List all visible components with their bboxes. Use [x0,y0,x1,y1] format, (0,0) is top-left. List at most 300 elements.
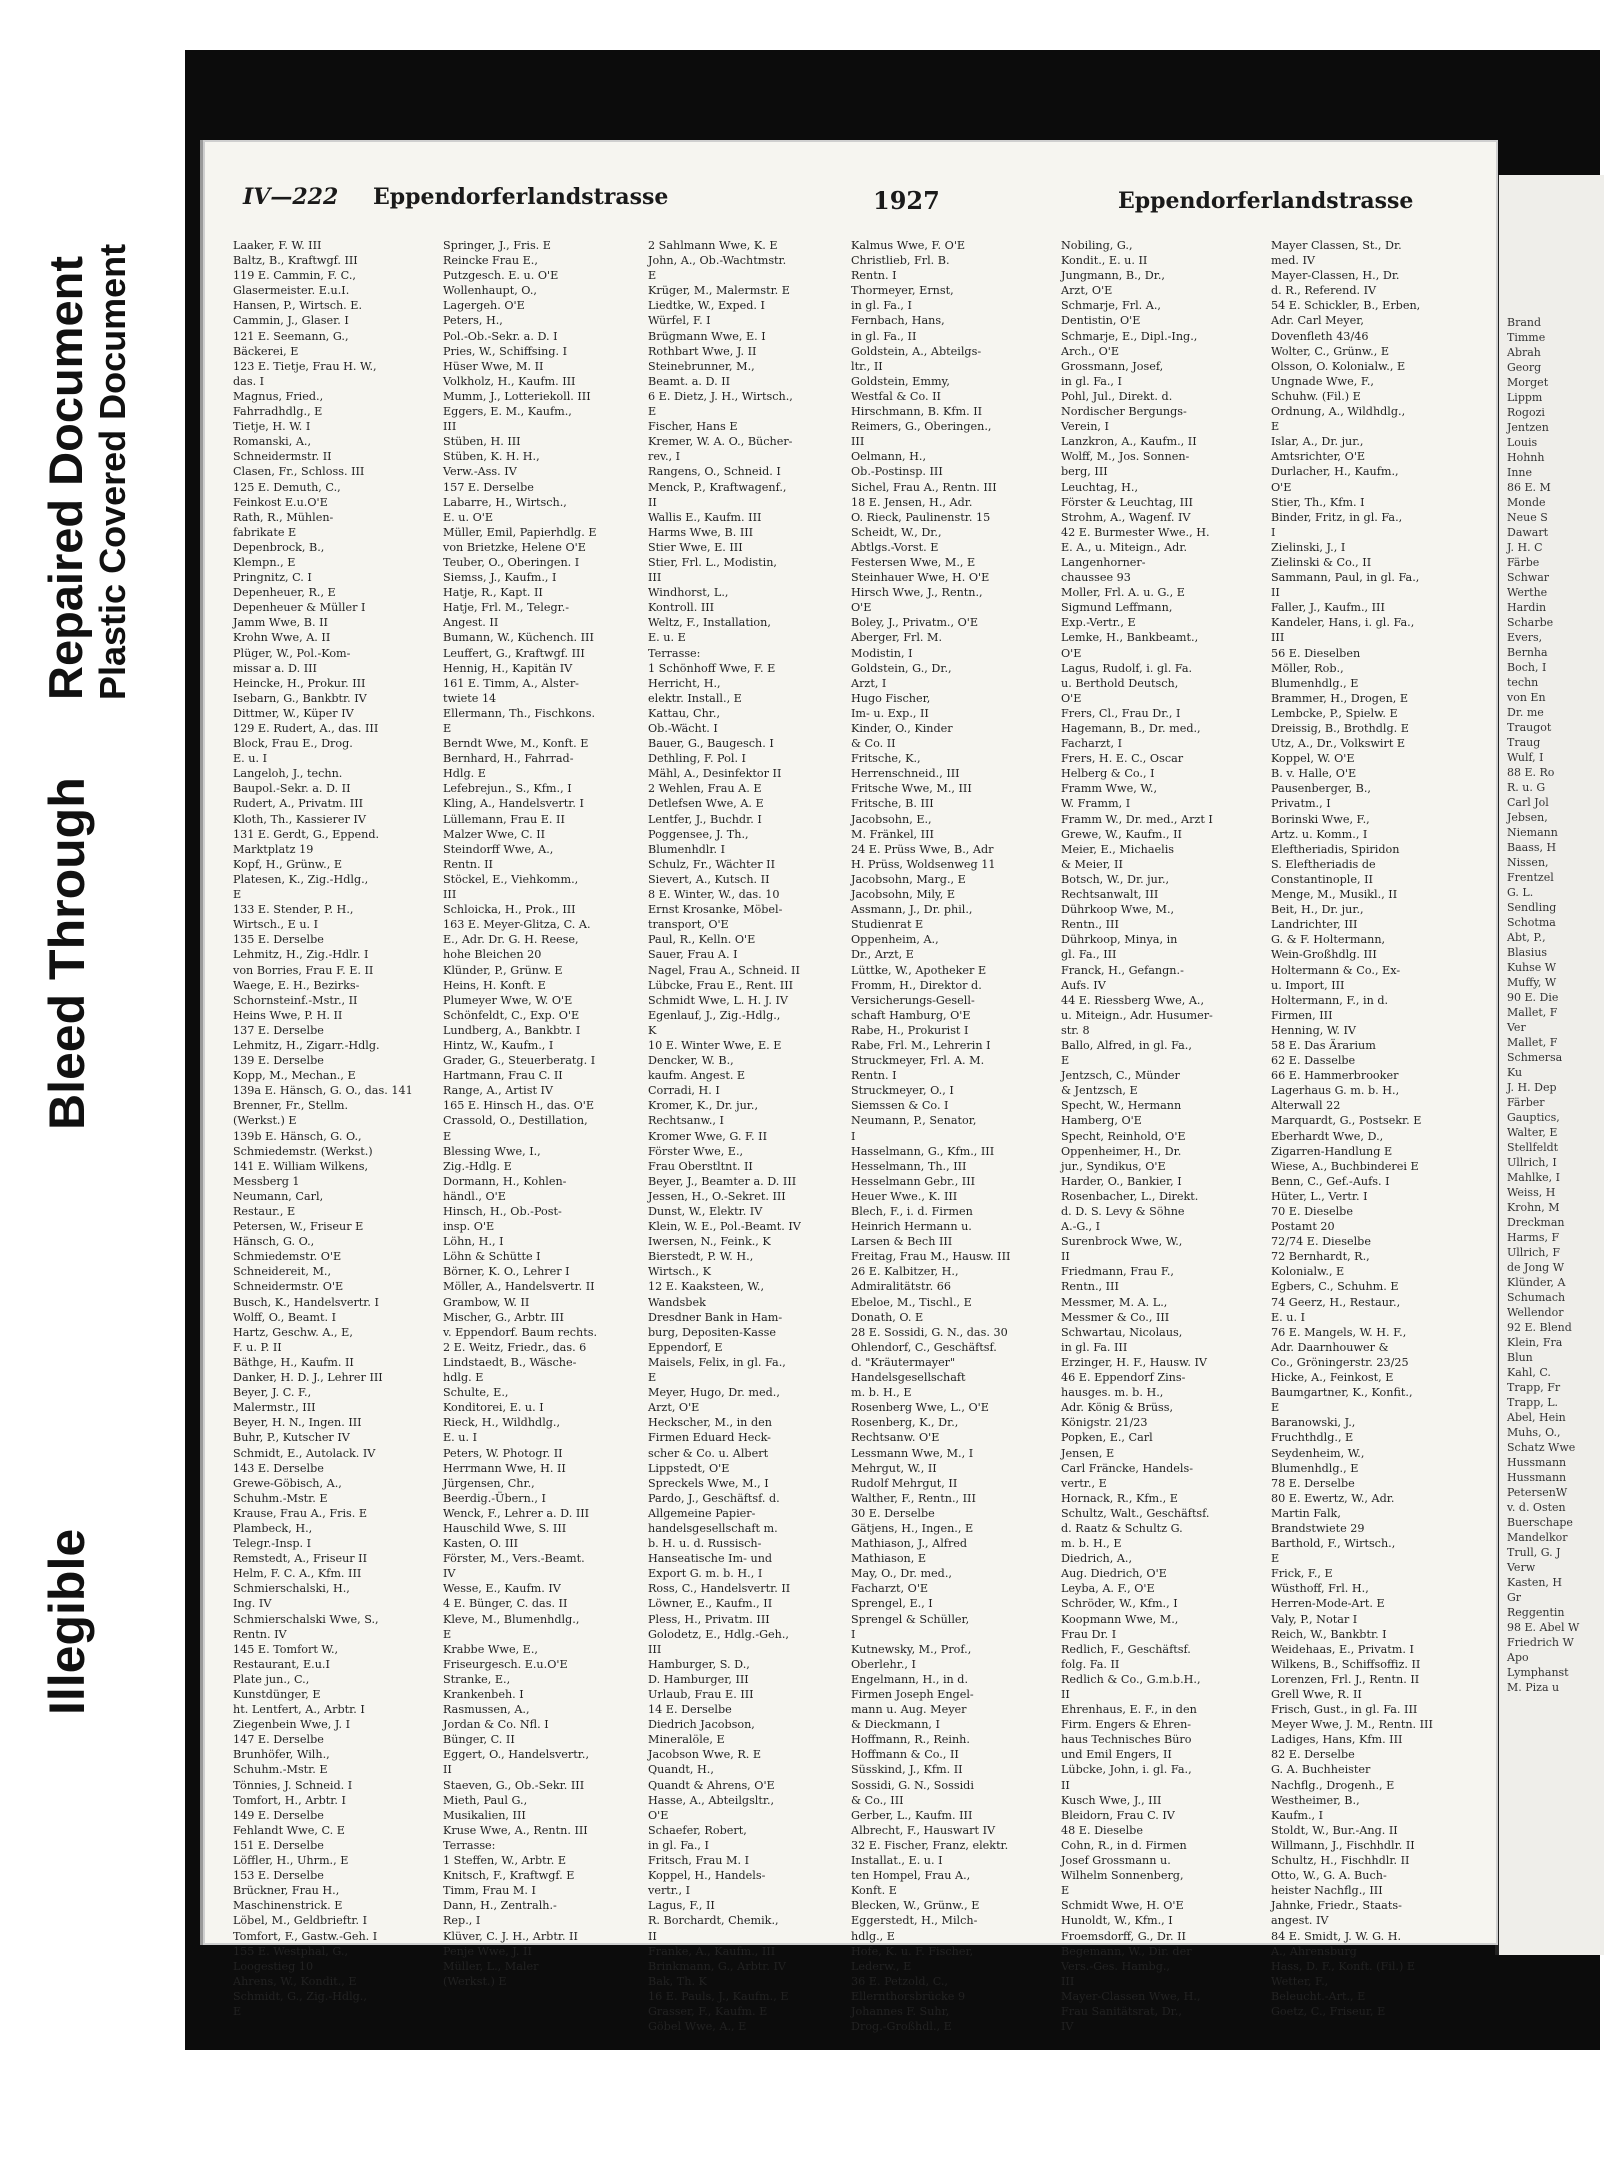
directory-entry-line: Restaur., E [233,1205,296,1218]
directory-entry-line: Steinhauer Wwe, H. O'E [851,571,990,585]
directory-entry-line: Wilkens, B., Schiffsoffiz. II [1271,1657,1421,1671]
directory-entry-line: Steinebrunner, M., [648,359,755,373]
directory-entry-line: Sievert, A., Kutsch. II [648,872,770,886]
directory-entry-line: Brügmann Wwe, E. I [648,329,766,343]
directory-entry-line: Blumenhdlg., E [1271,1461,1359,1475]
directory-entry-line: Eppendorf, E [648,1340,723,1354]
directory-entry-line: Magnus, Fried., [233,389,324,403]
directory-entry-line: ltr., II [851,359,883,373]
directory-entry-line: Admiralitätstr. 66 [851,1280,951,1294]
directory-entry-line: Cohn, R., in d. Firmen [1061,1838,1187,1852]
directory-entry-line: Plüger, W., Pol.-Kom- [233,646,351,660]
directory-entry-line: Schmarje, E., Dipl.-Ing., [1061,329,1198,343]
directory-entry-line: Kandeler, Hans, i. gl. Fa., [1271,616,1415,630]
directory-entry-line: m. b. H., E [851,1386,912,1400]
directory-entry-line: Konft. E [851,1884,897,1898]
directory-entry-line: Botsch, W., Dr. jur., [1061,872,1170,886]
directory-entry-line: Hüser Wwe, M. II [443,359,544,373]
directory-entry-line: F. u. P. II [233,1340,282,1354]
directory-entry-line: Beyer, H. N., Ingen. III [233,1416,362,1430]
directory-entry-line: Schönfeldt, C., Exp. O'E [443,1008,580,1022]
directory-entry-line: Seydenheim, W., [1271,1446,1365,1460]
directory-entry-line: Penje Wwe, J. II [443,1944,532,1958]
directory-entry-line: chaussee 93 [1061,571,1131,585]
directory-entry-line: 133 E. Stender, P. H., [233,903,354,917]
directory-entry-line: Rentn., III [1061,1280,1119,1294]
directory-entry-line: Albrecht, F., Hauswart IV [851,1823,996,1837]
edge-entry-line: Muffy, W [1507,976,1557,989]
directory-entry-line: Moller, Frl. A. u. G., E [1061,586,1185,600]
edge-entry-line: Scharbe [1507,616,1554,629]
directory-entry-line: Heins, H. Konft. E [443,978,546,992]
directory-entry-line: Depenheuer, R., E [233,586,336,600]
directory-entry-line: transport, O'E [648,918,729,932]
directory-entry-line: 129 E. Rudert, A., das. III [233,722,379,735]
directory-entry-line: G. & F. Holtermann, [1271,933,1386,947]
directory-entry-line: Schmidt, E., Autolack. IV [233,1446,376,1460]
directory-entry-line: Hirsch Wwe, J., Rentn., [851,586,983,600]
directory-entry-line: Dovenfleth 43/46 [1271,329,1369,343]
directory-column-2 [443,238,603,1989]
directory-entry-line: Sprengel & Schüller, [851,1612,970,1626]
directory-entry-line: Volkholz, H., Kaufm. III [443,374,576,388]
label-plastic-covered-document: Plastic Covered Document [92,243,133,700]
directory-column-1 [233,238,413,2019]
directory-entry-line: Stier, Frl. L., Modistin, [648,555,777,569]
directory-entry-line: Rieck, H., Wildhdlg., [443,1416,561,1430]
directory-entry-line: Engelmann, H., in d. [851,1672,969,1686]
directory-entry-line: Bak, Th. K [648,1974,707,1988]
directory-entry-line: Wollenhaupt, O., [443,284,537,298]
directory-entry-line: E [648,1371,657,1385]
directory-entry-line: II [1061,1688,1070,1701]
edge-entry-line: Ullrich, F [1507,1246,1560,1259]
directory-entry-line: schaft Hamburg, O'E [851,1008,971,1022]
edge-entry-line: Jentzen [1507,421,1549,434]
directory-entry-line: Schultz, H., Fischhdlr. II [1271,1854,1410,1868]
directory-entry-line: Hatje, Frl. M., Telegr.- [443,601,570,615]
directory-entry-line: Meyer, Hugo, Dr. med., [648,1386,780,1400]
directory-entry-line: Kopf, H., Grünw., E [233,857,343,871]
edge-entry-line: Stellfeldt [1507,1141,1559,1154]
directory-entry-line: Leyba, A. F., O'E [1061,1582,1155,1596]
directory-entry-line: insp. O'E [443,1220,495,1234]
directory-entry-line: Rosenbacher, L., Direkt. [1061,1189,1199,1203]
directory-entry-line: Bäthge, H., Kaufm. II [233,1355,354,1369]
directory-entry-line: Eggerstedt, H., Milch- [851,1914,978,1928]
directory-entry-line: Jacobsohn, Marg., E [851,872,966,886]
directory-entry-line: Teuber, O., Oberingen. I [443,555,580,569]
edge-entry-line: Dreckman [1507,1216,1565,1229]
directory-entry-line: Jamm Wwe, B. II [233,616,328,630]
directory-entry-line: Reimers, G., Oberingen., [851,420,992,434]
edge-entry-line: Hussmann [1507,1456,1567,1469]
directory-entry-line: Krause, Frau A., Fris. E [233,1506,368,1520]
directory-entry-line: Buhr, P., Kutscher IV [233,1431,350,1445]
directory-entry-line: Dormann, H., Kohlen- [443,1174,567,1188]
directory-entry-line: Löffler, H., Uhrm., E [233,1854,349,1868]
directory-entry-line: Göbel Wwe, A., E [648,2020,747,2034]
directory-entry-line: Heckscher, M., in den [648,1416,772,1430]
directory-entry-line: Hansen, P., Wirtsch. E. [233,299,363,313]
directory-entry-line: Pol.-Ob.-Sekr. a. D. I [443,329,558,343]
directory-entry-line: Stüben, H. III [443,435,521,449]
directory-entry-line: Messmer & Co., III [1061,1310,1170,1324]
directory-entry-line: Constantinople, II [1271,872,1373,886]
edge-entry-line: Verw [1507,1561,1536,1574]
directory-entry-line: Hoffmann & Co., II [851,1748,959,1762]
directory-entry-line: S. Eleftheriadis de [1271,857,1376,871]
directory-entry-line: Wenck, F., Lehrer a. D. III [443,1506,590,1520]
directory-entry-line: Bierstedt, P. W. H., [648,1250,754,1264]
directory-entry-line: 32 E. Fischer, Franz, elektr. [851,1838,1009,1852]
edge-entry-line: J. H. C [1507,541,1543,554]
directory-entry-line: Im- u. Exp., II [851,706,929,720]
directory-entry-line: Menge, M., Musikl., II [1271,888,1398,902]
directory-entry-line: A.-G., I [1061,1220,1101,1234]
edge-entry-line: Dr. me [1507,706,1544,719]
directory-entry-line: Zielinski & Co., II [1271,555,1372,569]
directory-entry-line: Stöckel, E., Viehkomm., [443,872,579,886]
directory-entry-line: & Co. II [851,737,896,751]
directory-entry-line: Börner, K. O., Lehrer I [443,1265,570,1279]
edge-entry-line: Carl Jol [1507,796,1549,809]
directory-entry-line: 141 E. William Wilkens, [233,1159,368,1173]
directory-entry-line: Sigmund Leffmann, [1061,601,1173,615]
directory-entry-line: Begemann, W., Dir. der [1061,1944,1192,1958]
directory-entry-line: Hatje, R., Kapt. II [443,586,543,600]
directory-entry-line: Pohl, Jul., Direkt. d. [1061,389,1173,403]
directory-entry-line: Carl Fräncke, Handels- [1061,1461,1193,1475]
directory-entry-line: 119 E. Cammin, F. C., [233,269,356,283]
directory-entry-line: händl., O'E [443,1189,506,1203]
directory-entry-line: Redlich & Co., G.m.b.H., [1061,1672,1201,1686]
directory-entry-line: Restaurant, E.u.I [233,1657,330,1671]
street-title-right: Eppendorferlandstrasse [1118,188,1414,214]
directory-entry-line: handelsgesellschaft m. [648,1521,778,1535]
directory-entry-line: Postamt 20 [1271,1220,1335,1234]
directory-entry-line: Kruse Wwe, A., Rentn. III [443,1823,588,1837]
directory-entry-line: und Emil Engers, II [1061,1748,1172,1762]
directory-entry-line: Lanzkron, A., Kaufm., II [1061,435,1197,449]
directory-entry-line: 30 E. Derselbe [851,1506,935,1520]
directory-entry-line: Lübcke, Frau E., Rent. III [648,978,794,992]
directory-entry-line: Exp.-Vertr., E [1061,616,1136,630]
directory-entry-line: 151 E. Derselbe [233,1838,324,1852]
directory-entry-line: Assmann, J., Dr. phil., [851,903,973,917]
directory-entry-line: 18 E. Jensen, H., Adr. [851,495,973,509]
directory-entry-line: O. Rieck, Paulinenstr. 15 [851,510,991,524]
edge-entry-line: Schotma [1507,916,1556,929]
directory-entry-line: Brückner, Frau H., [233,1884,340,1898]
directory-entry-line: 80 E. Ewertz, W., Adr. [1271,1491,1395,1505]
directory-entry-line: Leuffert, G., Kraftwgf. III [443,646,585,660]
directory-entry-line: Heinrich Hermann u. [851,1220,972,1234]
directory-entry-line: Schmiedemstr. (Werkst.) [233,1144,373,1158]
edge-entry-line: Schumach [1507,1291,1566,1304]
directory-entry-line: Möller, A., Handelsvertr. II [443,1280,595,1294]
directory-entry-line: III [648,1642,662,1656]
directory-entry-line: Rechtsanw., I [648,1114,724,1128]
directory-entry-line: Lemke, H., Bankbeamt., [1061,631,1199,645]
directory-entry-line: Pringnitz, C. I [233,571,312,585]
directory-entry-line: 78 E. Derselbe [1271,1476,1355,1490]
edge-entry-line: Abt, P., [1507,931,1546,944]
directory-entry-line: Ellermann, Th., Fischkons. [443,706,595,720]
year: 1927 [873,186,940,215]
directory-entry-line: d. Raatz & Schultz G. [1061,1521,1183,1535]
directory-entry-line: 14 E. Derselbe [648,1703,732,1717]
directory-entry-line: Kloth, Th., Kassierer IV [233,812,366,826]
directory-entry-line: Arzt, O'E [648,1401,700,1415]
directory-entry-line: Abtlgs.-Vorst. E [851,540,939,554]
directory-entry-line: Baumgartner, K., Konfit., [1271,1386,1413,1400]
directory-entry-line: Fischer, Hans E [648,420,738,434]
directory-entry-line: Drog.-Großhdl., E [851,2020,952,2034]
directory-entry-line: Kling, A., Handelsvertr. I [443,797,584,811]
directory-entry-line: 62 E. Dasselbe [1271,1054,1356,1068]
directory-entry-line: IV [443,1567,456,1581]
directory-entry-line: Mieth, Paul G., [443,1793,528,1807]
directory-entry-line: Schneidermstr. II [233,450,332,464]
directory-entry-line: E [443,722,452,735]
directory-entry-line: Diedrich, A., [1061,1552,1133,1566]
directory-entry-line: 155 E. Westphal, G., [233,1944,349,1958]
directory-entry-line: Ahrens, W., Kondit., E [233,1974,357,1988]
directory-entry-line: 36 E. Petzold, C., [851,1974,948,1988]
directory-entry-line: m. b. H., E [1061,1537,1122,1551]
directory-entry-line: Facharzt, O'E [851,1582,929,1596]
directory-entry-line: Löhn & Schütte I [443,1250,541,1264]
directory-entry-line: Brenner, Fr., Stellm. [233,1099,349,1113]
edge-entry-line: Blun [1507,1351,1533,1364]
edge-entry-line: Weiss, H [1507,1186,1556,1199]
directory-entry-line: 139a E. Hänsch, G. O., das. 141 [233,1084,413,1098]
directory-entry-line: Blumenhdlr. I [648,842,726,856]
directory-entry-line: Benn, C., Gef.-Aufs. I [1271,1174,1390,1188]
directory-entry-line: Wirtsch., K [648,1265,711,1279]
directory-entry-line: Artz. u. Komm., I [1271,827,1368,841]
directory-entry-line: Harder, O., Bankier, I [1061,1174,1182,1188]
directory-entry-line: E [443,1129,452,1143]
directory-entry-line: Mumm, J., Lotteriekoll. III [443,389,591,403]
page-number: IV—222 [243,184,339,210]
directory-entry-line: Sichel, Frau A., Rentn. III [851,480,997,494]
directory-entry-line: Rentn. I [851,269,897,283]
directory-entry-line: Hasse, A., Abteilgsltr., [648,1793,775,1807]
directory-entry-line: Löhn, H., I [443,1235,504,1249]
directory-entry-line: 56 E. Dieselben [1271,646,1361,660]
directory-entry-line: Rudolf Mehrgut, II [851,1476,958,1490]
directory-entry-line: E [1271,1552,1280,1566]
directory-entry-line: III [851,435,865,449]
directory-entry-line: Westfal & Co. II [851,389,941,403]
directory-entry-line: Jentzsch, C., Münder [1061,1069,1180,1083]
directory-entry-line: Klempn., E [233,555,296,569]
directory-entry-line: 139b E. Hänsch, G. O., [233,1129,362,1143]
adjacent-page-edge [1495,175,1604,1955]
edge-entry-line: Mandelkor [1507,1531,1568,1544]
directory-entry-line: Frau Dr. I [1061,1627,1117,1641]
directory-entry-line: Depenbrock, B., [233,540,325,554]
directory-entry-line: Mayer Classen, St., Dr. [1271,239,1402,252]
directory-entry-line: Beamt. a. D. II [648,374,731,388]
directory-entry-line: Paul, R., Kelln. O'E [648,933,756,947]
directory-entry-line: Cammin, J., Glaser. I [233,314,349,328]
directory-entry-line: Zigarren-Handlung E [1271,1144,1393,1158]
directory-entry-line: Plambeck, H., [233,1521,313,1535]
edge-entry-line: Hohnh [1507,451,1545,464]
directory-entry-line: Specht, Reinhold, O'E [1061,1129,1186,1143]
edge-entry-line: Dawart [1507,526,1549,539]
directory-entry-line: Terrasse: [648,646,701,660]
directory-entry-line: E., Adr. Dr. G. H. Reese, [443,933,579,947]
directory-entry-line: Remstedt, A., Friseur II [233,1552,368,1566]
directory-entry-line: Struckmeyer, O., I [851,1084,954,1098]
directory-entry-line: II [443,1763,452,1777]
directory-entry-line: Rosenberg, K., Dr., [851,1416,959,1430]
directory-entry-line: burg, Depositen-Kasse [648,1325,777,1339]
directory-entry-line: Thormeyer, Ernst, [851,284,954,298]
directory-entry-line: Wolff, M., Jos. Sonnen- [1061,450,1190,464]
directory-entry-line: Lagus, F., II [648,1899,715,1913]
edge-entry-line: de Jong W [1507,1261,1565,1274]
directory-entry-line: Malermstr., III [233,1401,316,1415]
directory-entry-line: Wallis E., Kaufm. III [648,510,762,524]
directory-entry-line: Landrichter, III [1271,918,1358,932]
directory-entry-line: II [1061,1250,1070,1264]
directory-entry-line: 153 E. Derselbe [233,1869,324,1883]
directory-entry-line: Arzt, I [851,676,887,690]
directory-entry-line: Hirschmann, B. Kfm. II [851,405,983,419]
directory-entry-line: Lefebrejun., S., Kfm., I [443,782,572,796]
directory-entry-line: Rosenberg Wwe, L., O'E [851,1401,989,1415]
edge-entry-line: Wellendor [1507,1306,1564,1319]
directory-entry-line: E [1271,420,1280,434]
directory-entry-line: Facharzt, I [1061,737,1123,751]
directory-entry-line: Studienrat E [851,918,924,932]
directory-entry-line: Ballo, Alfred, in gl. Fa., [1061,1038,1192,1052]
directory-entry-line: E. u. O'E [443,510,494,524]
directory-entry-line: Blumenhdlg., E [1271,676,1359,690]
directory-entry-line: Firmen Joseph Engel- [851,1688,974,1701]
directory-entry-line: 26 E. Kalbitzer, H., [851,1265,959,1279]
directory-entry-line: Jacobson Wwe, R. E [648,1748,762,1762]
directory-entry-line: 125 E. Demuth, C., [233,480,341,494]
directory-entry-line: Adr. Daarnhouwer & [1271,1340,1389,1354]
directory-entry-line: Lagus, Rudolf, i. gl. Fa. [1061,661,1193,675]
edge-entry-line: Hussmann [1507,1471,1567,1484]
directory-entry-line: Rabe, H., Prokurist I [851,1023,969,1037]
directory-entry-line: in gl. Fa., II [851,329,917,343]
directory-entry-line: M. Fränkel, III [851,827,934,841]
directory-entry-line: Quandt, H., [648,1763,714,1777]
directory-entry-line: 10 E. Winter Wwe, E. E [648,1038,782,1052]
directory-entry-line: Schmidt, G., Zig.-Hdlg., [233,1989,367,2003]
directory-entry-line: Hagemann, B., Dr. med., [1061,722,1201,735]
directory-entry-line: E [648,405,657,419]
directory-entry-line: 1 Schönhoff Wwe, F. E [648,661,776,675]
directory-page [200,140,1498,2034]
directory-entry-line: Süsskind, J., Kfm. II [851,1763,963,1777]
directory-entry-line: Walther, F., Rentn., III [851,1491,976,1505]
directory-entry-line: Aberger, Frl. M. [851,631,943,645]
directory-entry-line: Mehrgut, W., II [851,1461,937,1475]
edge-entry-line: Traug [1507,736,1541,749]
directory-entry-line: Privatm., I [1271,797,1331,811]
directory-entry-line: Knitsch, F., Kraftwgf. E [443,1869,575,1883]
directory-entry-line: 139 E. Derselbe [233,1054,324,1068]
directory-entry-line: Valy, P., Notar I [1271,1612,1358,1626]
directory-entry-line: Lembcke, P., Spielw. E [1271,706,1398,720]
directory-entry-line: Hesselmann Gebr., III [851,1174,976,1188]
directory-entry-line: Beleucht.-Art., E [1271,1989,1366,2003]
directory-entry-line: Schmidt Wwe, L. H. J. IV [648,993,788,1007]
directory-entry-line: Sossidi, G. N., Sossidi [851,1778,974,1792]
directory-entry-line: Krüger, M., Malermstr. E [648,284,790,298]
directory-entry-line: jur., Syndikus, O'E [1061,1159,1166,1173]
directory-entry-line: Firmen, III [1271,1008,1333,1022]
directory-entry-line: Mayer-Classen, H., Dr. [1271,269,1400,283]
directory-entry-line: G. A. Buchheister [1271,1763,1371,1777]
directory-entry-line: in gl. Fa., I [1061,374,1122,388]
directory-entry-line: Helm, F. C. A., Kfm. III [233,1567,362,1581]
directory-entry-line: E [443,1627,452,1641]
directory-entry-line: Depenheuer & Müller I [233,601,366,615]
edge-entry-line: Apo [1507,1651,1529,1664]
directory-entry-line: Verein, I [1061,420,1109,434]
directory-entry-line: Schröder, W., Kfm., I [1061,1597,1178,1611]
directory-entry-line: Durlacher, H., Kaufm., [1271,465,1399,479]
directory-column-3 [648,238,808,2034]
directory-entry-line: 149 E. Derselbe [233,1808,324,1822]
directory-entry-line: u. Berthold Deutsch, [1061,676,1179,690]
directory-entry-line: folg. Fa. II [1061,1657,1120,1671]
directory-entry-line: Klein, W. E., Pol.-Beamt. IV [648,1220,801,1234]
directory-entry-line: Leuchtag, H., [1061,480,1139,494]
directory-entry-line: Frau Sanitätsrat, Dr., [1061,2004,1182,2018]
directory-entry-line: Beerdig.-Übern., I [443,1491,546,1505]
directory-entry-line: Fritsche, K., [851,752,921,766]
directory-entry-line: Clasen, Fr., Schloss. III [233,465,365,479]
directory-entry-line: Islar, A., Dr. jur., [1271,435,1364,449]
edge-entry-line: Harms, F [1507,1231,1560,1244]
directory-entry-line: Fruchthdlg., E [1271,1431,1354,1445]
edge-entry-line: Hardin [1507,601,1547,614]
directory-entry-line: B. v. Halle, O'E [1271,767,1357,781]
directory-entry-line: 8 E. Winter, W., das. 10 [648,888,780,902]
directory-entry-line: Quandt & Ahrens, O'E [648,1778,775,1792]
directory-entry-line: 66 E. Hammerbrooker [1271,1069,1399,1083]
edge-entry-line: Bernha [1507,646,1548,659]
directory-entry-line: b. H. u. d. Russisch- [648,1537,762,1551]
directory-entry-line: Kattau, Chr., [648,706,721,720]
edge-entry-line: Klünder, A [1507,1276,1566,1289]
directory-entry-line: heister Nachflg., III [1271,1884,1383,1898]
directory-entry-line: in gl. Fa., I [648,1838,709,1852]
directory-entry-line: Ebeloe, M., Tischl., E [851,1295,972,1309]
directory-entry-line: Ernst Krosanke, Möbel- [648,903,783,917]
directory-entry-line: Hofe, K. u. F. Fischer, [851,1944,974,1958]
directory-entry-line: Kontroll. III [648,601,715,615]
directory-entry-line: Kopp, M., Mechan., E [233,1069,356,1083]
directory-entry-line: Spreckels Wwe, M., I [648,1476,769,1490]
edge-entry-line: Buerschape [1507,1516,1573,1529]
directory-entry-line: 46 E. Eppendorf Zins- [1061,1371,1186,1385]
directory-entry-line: Laaker, F. W. III [233,239,322,252]
directory-entry-line: III [443,888,457,902]
directory-entry-line: Larsen & Bech III [851,1235,953,1249]
